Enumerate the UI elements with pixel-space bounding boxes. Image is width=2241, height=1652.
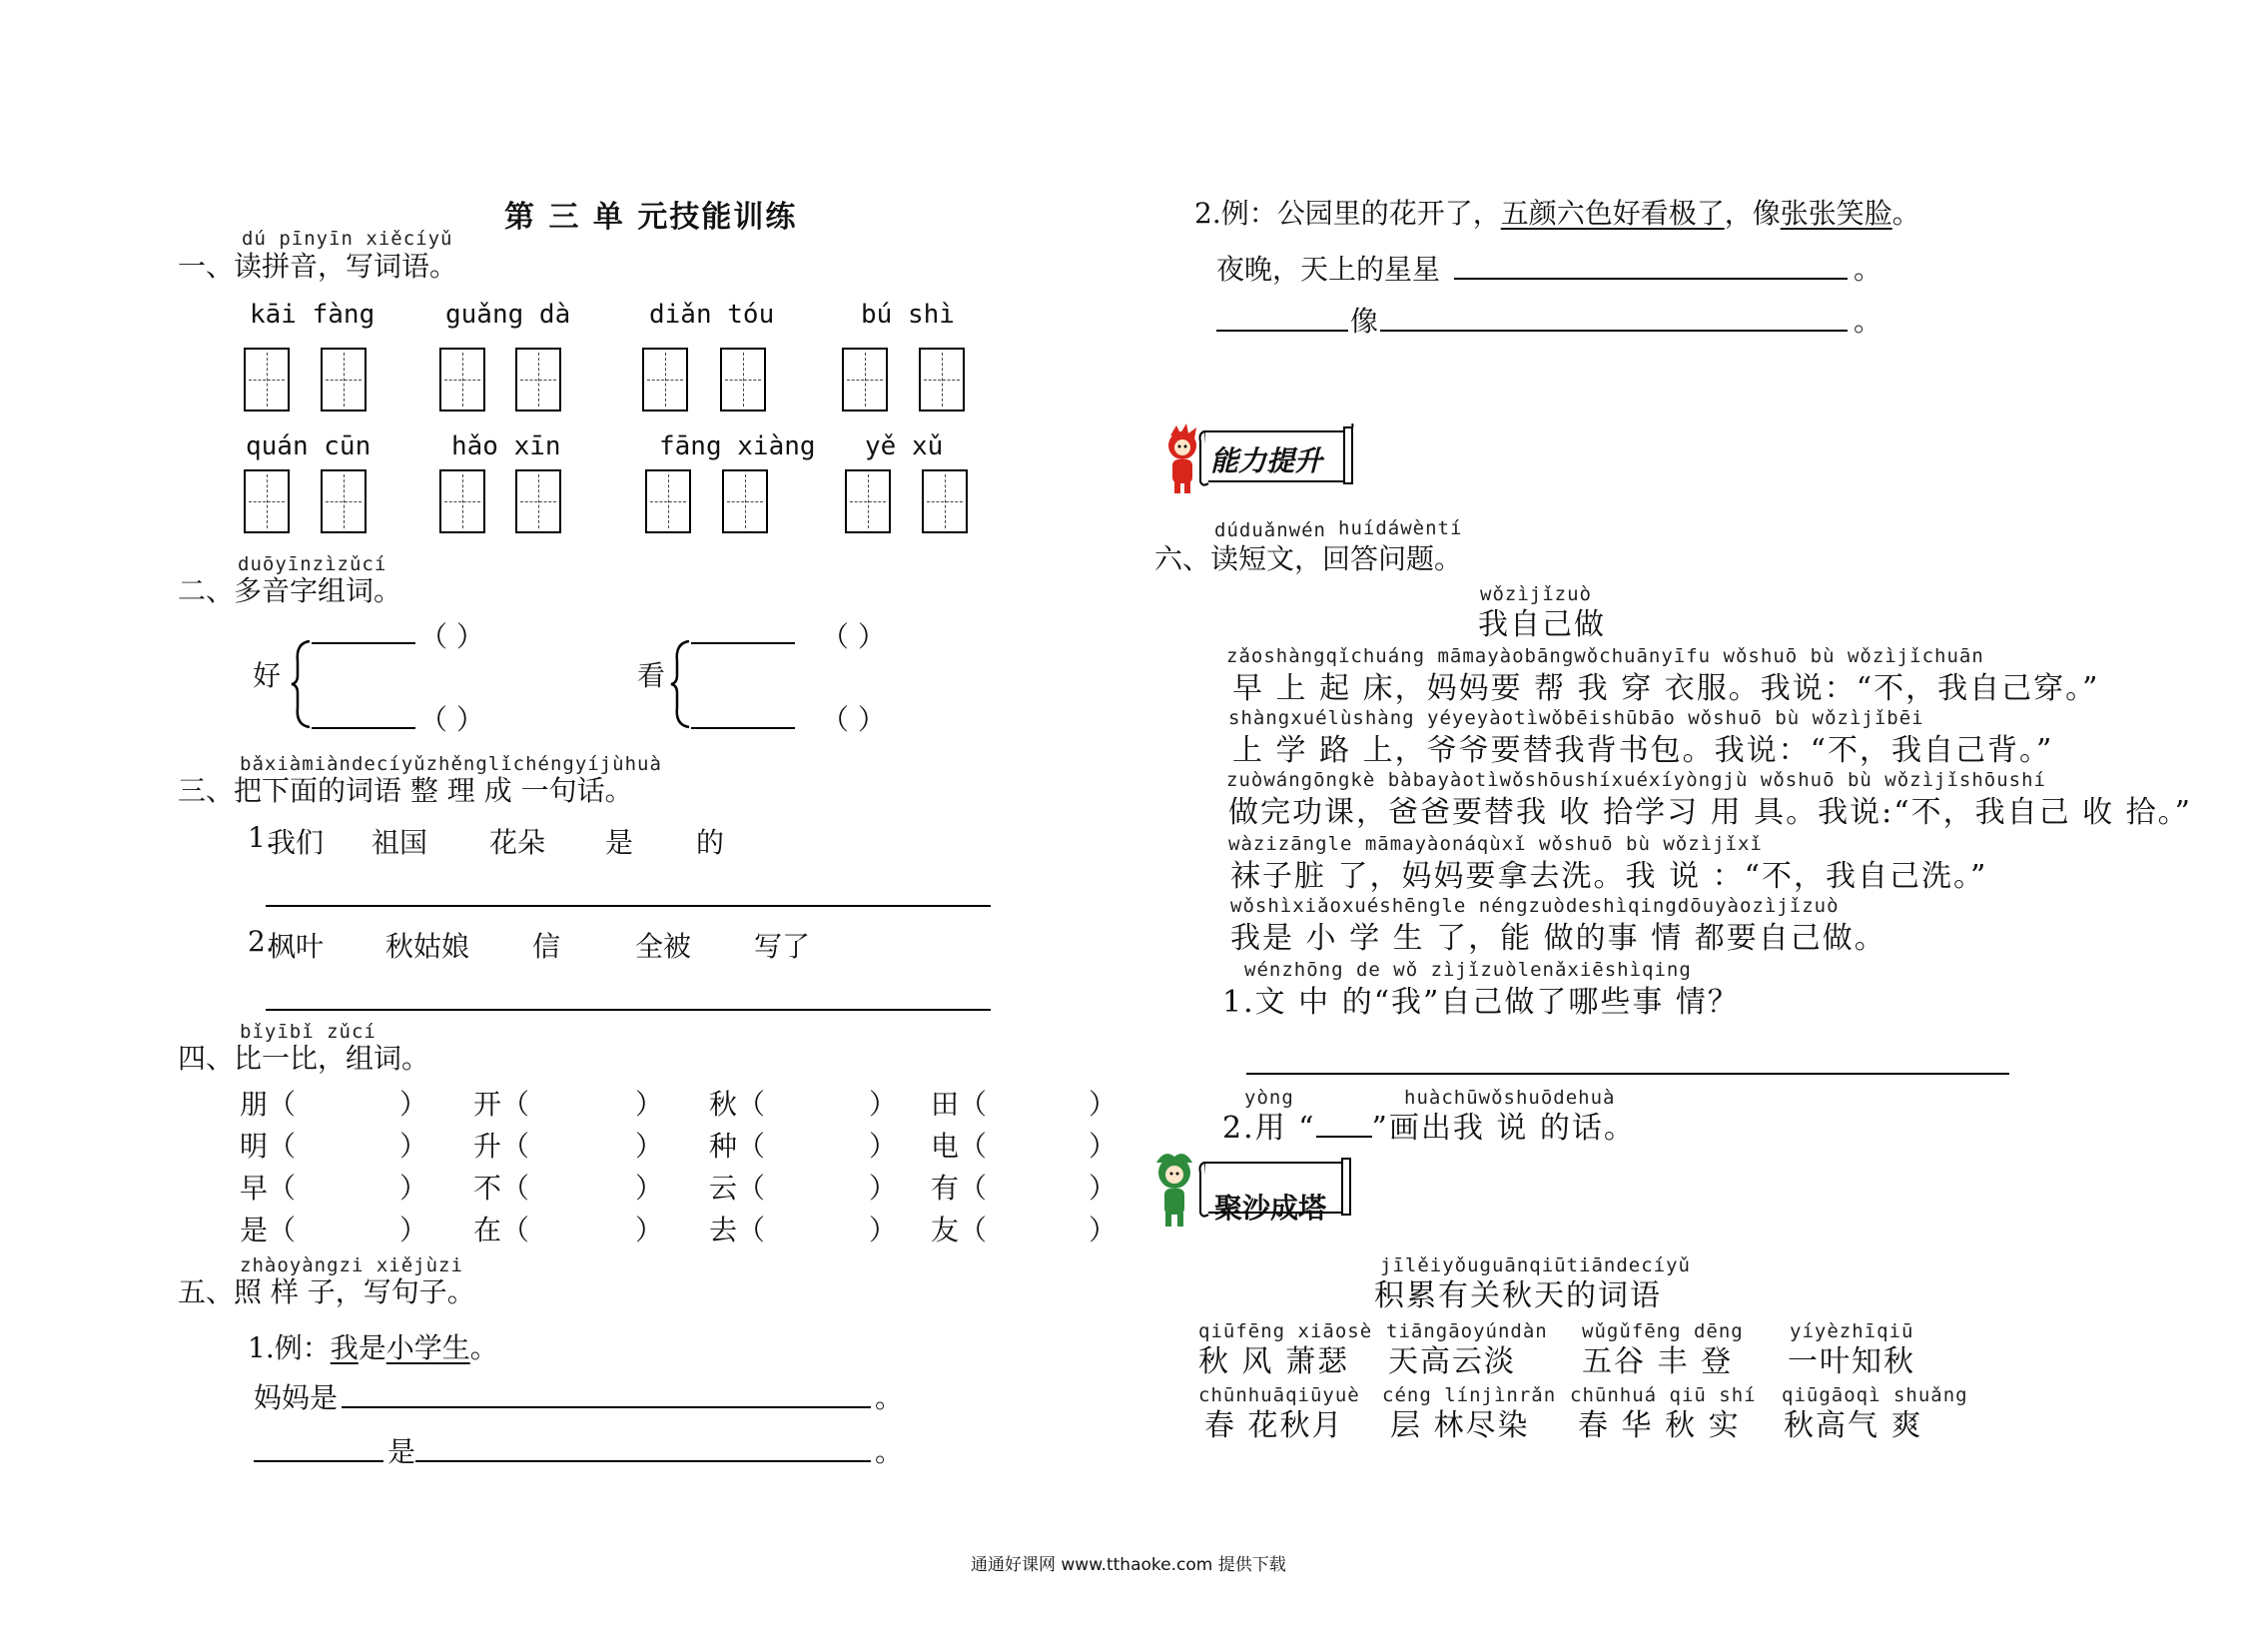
pinyin-label: quán cūn — [246, 431, 372, 461]
compare-close: ） — [635, 1172, 664, 1205]
answer-paren[interactable]: （ ） — [419, 620, 484, 653]
answer-paren[interactable]: （ ） — [821, 620, 886, 653]
compare-close: ） — [635, 1214, 664, 1246]
q-number: 2. — [248, 925, 275, 958]
idiom-pinyin: qiūgāoqì shuǎng — [1782, 1384, 1968, 1406]
example-text: ，像 — [1724, 197, 1781, 230]
story-line: 早 上 起 床，妈妈要 帮 我 穿 衣服。我说：“不，我自己穿。” — [1232, 671, 2100, 706]
s1-heading-pinyin: dú pīnyīn xiěcíyǔ — [242, 228, 453, 250]
compare-char[interactable]: 明（ — [240, 1130, 297, 1163]
idiom: 秋 风 萧瑟 — [1198, 1344, 1350, 1379]
compare-char[interactable]: 升（ — [473, 1130, 530, 1163]
answer-line[interactable] — [1216, 330, 1348, 332]
word-card: 写了 — [754, 930, 811, 963]
s3-heading-pinyin: bǎxiàmiàndecíyǔzhěnglǐchéngyíjùhuà — [240, 753, 662, 775]
example-label: 2.例：公园里的花开了， — [1194, 197, 1501, 230]
pinyin-label: bú shì — [861, 300, 955, 330]
answer-line[interactable] — [342, 1406, 871, 1408]
answer-line[interactable] — [1246, 1073, 2009, 1075]
compare-close: ） — [1089, 1214, 1118, 1246]
pinyin-label: diǎn tóu — [649, 300, 775, 330]
idiom: 一叶知秋 — [1788, 1344, 1915, 1379]
answer-line[interactable] — [691, 727, 795, 729]
compare-char[interactable]: 不（ — [473, 1172, 530, 1205]
sentence-end: 。 — [875, 1381, 904, 1414]
writing-box[interactable] — [845, 469, 891, 533]
writing-box[interactable] — [642, 348, 688, 412]
s7-title: 积累有关秋天的词语 — [1374, 1278, 1662, 1313]
q-number: 1. — [248, 821, 275, 854]
compare-char[interactable]: 云（ — [709, 1172, 766, 1205]
writing-box[interactable] — [321, 469, 367, 533]
compare-char[interactable]: 友（ — [931, 1214, 988, 1246]
story-line-pinyin: wàzizāngle māmayàonáqùxǐ wǒshuō bù wǒzìjǐxǐ — [1228, 833, 1763, 855]
writing-box[interactable] — [515, 348, 561, 412]
answer-paren[interactable]: （ ） — [419, 703, 484, 736]
question-pinyin: yòng — [1244, 1087, 1294, 1109]
s6-heading-pinyin: huídáwèntí — [1338, 517, 1463, 539]
story-title: 我自己做 — [1478, 607, 1606, 642]
word-card: 是 — [605, 826, 634, 859]
compare-char[interactable]: 田（ — [931, 1088, 988, 1121]
answer-line[interactable] — [312, 727, 415, 729]
compare-char[interactable]: 种（ — [709, 1130, 766, 1163]
compare-char[interactable]: 朋（ — [240, 1088, 297, 1121]
idiom-pinyin: tiāngāoyúndàn — [1386, 1320, 1548, 1342]
compare-close: ） — [1089, 1172, 1118, 1205]
banner-title: 能力提升 — [1210, 444, 1323, 477]
word-card: 花朵 — [489, 826, 546, 859]
compare-char[interactable]: 秋（ — [709, 1088, 766, 1121]
writing-box[interactable] — [244, 348, 290, 412]
example-label: 1.例： — [248, 1331, 331, 1364]
compare-char[interactable]: 是（ — [240, 1214, 297, 1246]
word-card: 我们 — [268, 826, 325, 859]
compare-char[interactable]: 在（ — [473, 1214, 530, 1246]
writing-box[interactable] — [842, 348, 888, 412]
compare-close: ） — [399, 1130, 428, 1163]
polyphone-char: 看 — [637, 659, 666, 692]
s3-heading: 三、把下面的词语 整 理 成 一句话。 — [178, 774, 633, 807]
example-sentence — [248, 1326, 498, 1366]
sentence-mid: 像 — [1350, 305, 1379, 338]
sentence-start: 夜晚，天上的星星 — [1216, 253, 1441, 286]
story-line: 做完功课，爸爸要替我 收 拾学习 用 具。我说:“不，我自己 收 拾。” — [1228, 795, 2192, 830]
answer-line[interactable] — [691, 642, 795, 644]
answer-paren[interactable]: （ ） — [821, 703, 886, 736]
word-card: 的 — [696, 826, 725, 859]
pinyin-label: guǎng dà — [445, 300, 571, 330]
s5-heading-pinyin: zhàoyàngzi xiějùzi — [240, 1254, 463, 1276]
writing-box[interactable] — [720, 348, 766, 412]
answer-line[interactable] — [415, 1460, 871, 1462]
answer-line[interactable] — [312, 642, 415, 644]
s4-heading-pinyin: bǐyībǐ zǔcí — [240, 1021, 376, 1043]
example-text: 。 — [1891, 197, 1920, 230]
brace-icon — [290, 639, 312, 729]
s7-title-pinyin: jīlěiyǒuguānqiūtiāndecíyǔ — [1380, 1254, 1691, 1276]
idiom-pinyin: chūnhuá qiū shí — [1570, 1384, 1757, 1406]
question-pinyin: huàchūwǒshuōdehuà — [1404, 1087, 1616, 1109]
pinyin-label: kāi fàng — [250, 300, 375, 330]
s6-heading-pinyin: dúduǎnwén — [1214, 519, 1326, 541]
compare-char[interactable]: 开（ — [473, 1088, 530, 1121]
compare-close: ） — [399, 1088, 428, 1121]
compare-close: ） — [635, 1130, 664, 1163]
compare-char[interactable]: 有（ — [931, 1172, 988, 1205]
word-card: 祖国 — [372, 826, 428, 859]
writing-box[interactable] — [919, 348, 965, 412]
compare-close: ） — [399, 1172, 428, 1205]
idiom: 秋高气 爽 — [1784, 1408, 1923, 1443]
idiom-pinyin: céng línjìnrǎn — [1382, 1384, 1557, 1406]
compare-char[interactable]: 早（ — [240, 1172, 297, 1205]
answer-line[interactable] — [266, 905, 991, 907]
story-line-pinyin: wǒshìxiǎoxuéshēngle néngzuòdeshìqingdōuyàozìjǐzuò — [1230, 895, 1840, 917]
writing-box[interactable] — [645, 469, 691, 533]
sentence-end: 。 — [1854, 253, 1882, 286]
example-text: 是 — [358, 1331, 386, 1364]
word-card: 枫叶 — [268, 930, 325, 963]
underlined-word: 我 — [330, 1331, 359, 1364]
sentence-start: 妈妈是 — [254, 1381, 339, 1414]
underlined-word: 五颜六色好看极了 — [1500, 197, 1725, 230]
story-line: 我是 小 学 生 了，能 做的事 情 都要自己做。 — [1230, 921, 1886, 956]
s2-heading: 二、多音字组词。 — [178, 574, 402, 607]
sentence-mid: 是 — [387, 1435, 416, 1468]
footer-credit: 通通好课网 www.tthaoke.com 提供下载 — [971, 1555, 1286, 1575]
writing-box[interactable] — [515, 469, 561, 533]
idiom: 春 花秋月 — [1204, 1408, 1344, 1443]
writing-box[interactable] — [439, 348, 485, 412]
compare-close: ） — [869, 1214, 898, 1246]
answer-line[interactable] — [1454, 278, 1848, 280]
idiom: 春 华 秋 实 — [1578, 1408, 1741, 1443]
idiom-pinyin: qiūfēng xiāosè — [1198, 1320, 1373, 1342]
underlined-word: 张张笑脸 — [1780, 197, 1892, 230]
question-text: 2.用 “ — [1222, 1111, 1316, 1146]
example-sentence — [1194, 192, 1920, 232]
idiom-pinyin: wǔgǔfēng dēng — [1582, 1320, 1744, 1342]
word-card: 信 — [532, 930, 561, 963]
idiom-pinyin: chūnhuāqiūyuè — [1198, 1384, 1360, 1406]
s4-heading: 四、比一比，组词。 — [178, 1042, 430, 1075]
sentence-end: 。 — [1854, 305, 1882, 338]
story-line-pinyin: shàngxuélùshàng yéyeyàotìwǒbēishūbāo wǒshuō bù wǒzìjǐbēi — [1228, 707, 1924, 729]
pinyin-label: fāng xiàng — [659, 431, 816, 461]
word-card: 全被 — [635, 930, 692, 963]
idiom-pinyin: yíyèzhīqiū — [1790, 1320, 1914, 1342]
s6-heading: 六、读短文，回答问题。 — [1154, 542, 1463, 575]
writing-box[interactable] — [722, 469, 768, 533]
compare-char[interactable]: 电（ — [931, 1130, 988, 1163]
answer-line[interactable] — [266, 1009, 991, 1011]
underline-blank — [1316, 1136, 1372, 1138]
answer-line[interactable] — [1380, 330, 1848, 332]
compare-char[interactable]: 去（ — [709, 1214, 766, 1246]
pinyin-label: hǎo xīn — [451, 431, 561, 461]
compare-close: ） — [1089, 1088, 1118, 1121]
s1-heading: 一、读拼音，写词语。 — [178, 250, 458, 283]
writing-box[interactable] — [922, 469, 968, 533]
page-title: 第 三 单 元技能训练 — [504, 200, 798, 235]
sentence-end: 。 — [875, 1435, 904, 1468]
idiom: 天高云淡 — [1388, 1344, 1516, 1379]
underlined-word: 小学生 — [385, 1331, 470, 1364]
question-1: 1.文 中 的“我”自己做了哪些事 情？ — [1222, 985, 1740, 1020]
polyphone-char: 好 — [253, 659, 282, 692]
story-line: 上 学 路 上，爷爷要替我背书包。我说：“不，我自己背。” — [1232, 733, 2054, 768]
word-card: 秋姑娘 — [385, 930, 470, 963]
compare-close: ） — [869, 1088, 898, 1121]
story-line-pinyin: zǎoshàngqǐchuáng māmayàobāngwǒchuānyīfu wǒshuō bù wǒzìjǐchuān — [1226, 645, 1984, 667]
example-text: 。 — [469, 1331, 498, 1364]
compare-close: ） — [869, 1172, 898, 1205]
question-pinyin: wénzhōng de wǒ zìjǐzuòlenǎxiēshìqing — [1244, 959, 1692, 981]
question-text: ”画出我 说 的话。 — [1371, 1111, 1636, 1146]
compare-close: ） — [1089, 1130, 1118, 1163]
banner-title: 聚沙成塔 — [1214, 1192, 1327, 1225]
story-line-pinyin: zuòwángōngkè bàbayàotìwǒshōushíxuéxíyòngjù wǒshuō bù wǒzìjǐshōushí — [1226, 769, 2046, 791]
answer-line[interactable] — [254, 1460, 383, 1462]
story-title-pinyin: wǒzìjǐzuò — [1480, 583, 1592, 605]
idiom: 五谷 丰 登 — [1582, 1344, 1734, 1379]
writing-box[interactable] — [439, 469, 485, 533]
idiom: 层 林尽染 — [1390, 1408, 1530, 1443]
writing-box[interactable] — [321, 348, 367, 412]
compare-close: ） — [399, 1214, 428, 1246]
s5-heading: 五、照 样 子，写句子。 — [178, 1275, 475, 1308]
story-line: 袜子脏 了，妈妈要拿去洗。我 说 ：“不，我自己洗。” — [1230, 859, 1988, 894]
question-2 — [1222, 1103, 1636, 1147]
s2-heading-pinyin: duōyīnzìzǔcí — [238, 553, 387, 575]
writing-box[interactable] — [244, 469, 290, 533]
pinyin-label: yě xǔ — [865, 431, 944, 461]
brace-icon — [669, 639, 691, 729]
compare-close: ） — [869, 1130, 898, 1163]
compare-close: ） — [635, 1088, 664, 1121]
